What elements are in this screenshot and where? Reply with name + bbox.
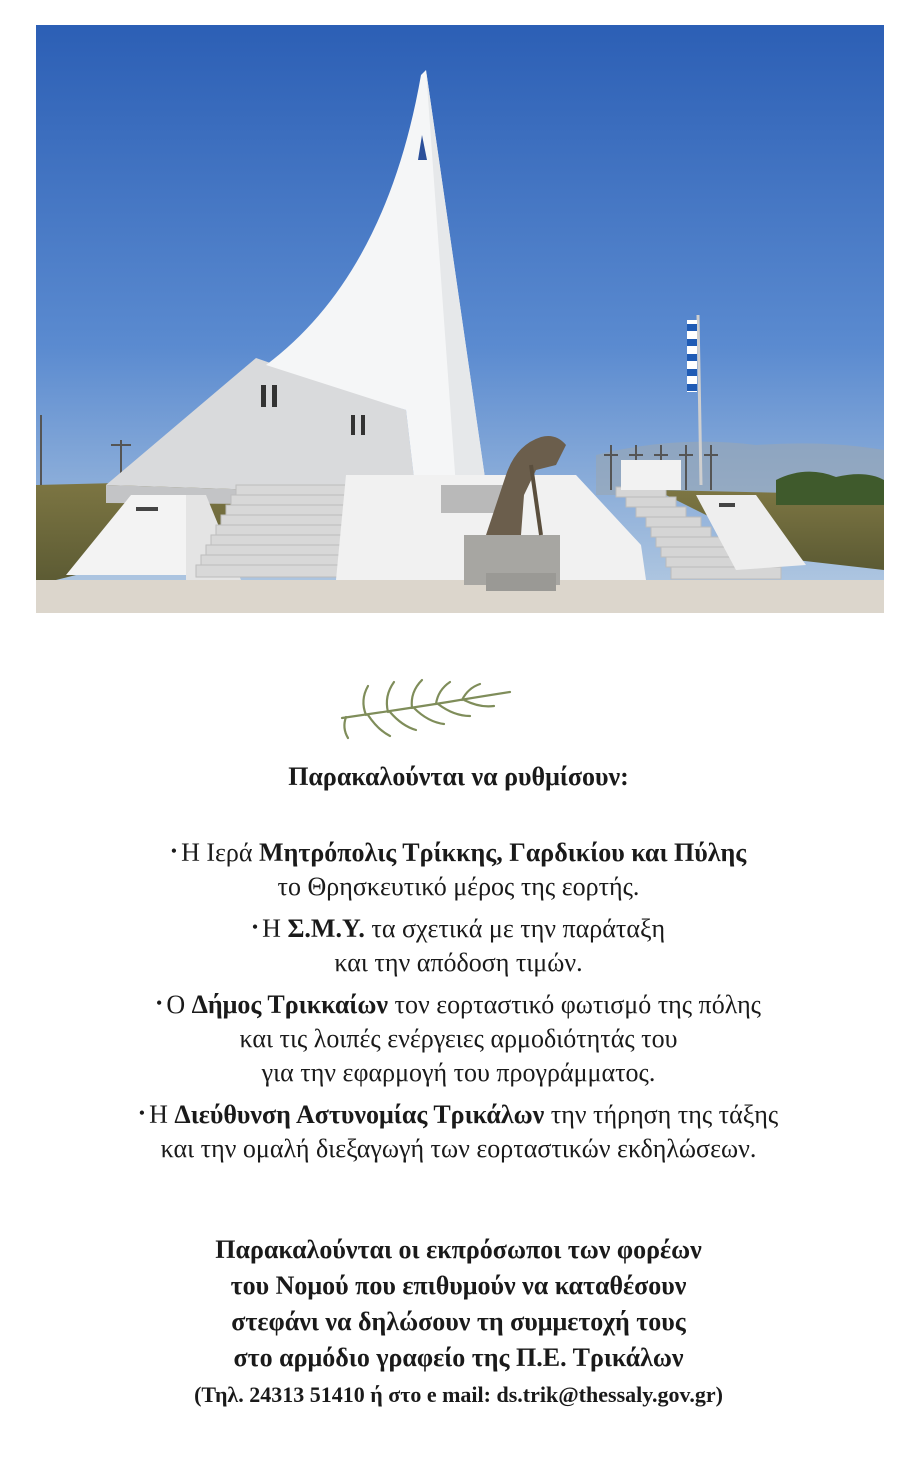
item-line-2: και την απόδοση τιμών. [334,948,583,977]
item-prefix: Ο [166,990,192,1019]
item-entity: Δήμος Τρικκαίων [191,990,389,1019]
item-line-2: και την ομαλή διεξαγωγή των εορταστικών εκδηλώσεων. [160,1134,757,1163]
memorial-photo [36,25,884,613]
war-memorial-photo [36,25,884,613]
olive-branch-icon [338,672,514,750]
item-prefix: Η Ιερά [181,838,260,867]
bullet: • [156,993,163,1013]
list-item [0,910,917,980]
closing-line: στεφάνι να δηλώσουν τη συμμετοχή τους [231,1307,686,1336]
item-entity: Διεύθυνση Αστυνομίας Τρικάλων [174,1100,545,1129]
item-prefix: Η [262,914,288,943]
bullet: • [138,1103,146,1123]
bullet: • [251,917,259,937]
closing-line: του Νομού που επιθυμούν να καταθέσουν [230,1271,687,1300]
item-line-2: το Θρησκευτικό μέρος της εορτής. [277,872,640,901]
item-suffix: τον εορταστικό φωτισμό της πόλης [388,990,761,1019]
list-item [0,834,917,904]
contact-info: (Τηλ. 24313 51410 ή στο e mail: ds.trik@thessaly.gov.gr) [194,1382,723,1407]
item-suffix: την τήρηση της τάξης [544,1100,779,1129]
item-line-2: και τις λοιπές ενέργειες αρμοδιότητάς του [239,1024,678,1053]
list-item [0,1096,917,1166]
item-line-3: για την εφαρμογή του προγράμματος. [261,1058,656,1087]
item-entity: Μητρόπολις Τρίκκης, Γαρδικίου και Πύλης [259,838,747,867]
list-item [0,986,917,1090]
item-prefix: Η [149,1100,175,1129]
closing-line: Παρακαλούνται οι εκπρόσωποι των φορέων [215,1235,702,1264]
item-entity: Σ.Μ.Υ. [287,914,365,943]
closing-line: στο αρμόδιο γραφείο της Π.Ε. Τρικάλων [233,1343,684,1372]
page-heading: Παρακαλούνται να ρυθμίσουν: [288,762,629,791]
responsibilities-list [0,834,917,1172]
bullet: • [170,841,178,861]
closing-notice [0,1232,917,1376]
item-suffix: τα σχετικά με την παράταξη [364,914,666,943]
